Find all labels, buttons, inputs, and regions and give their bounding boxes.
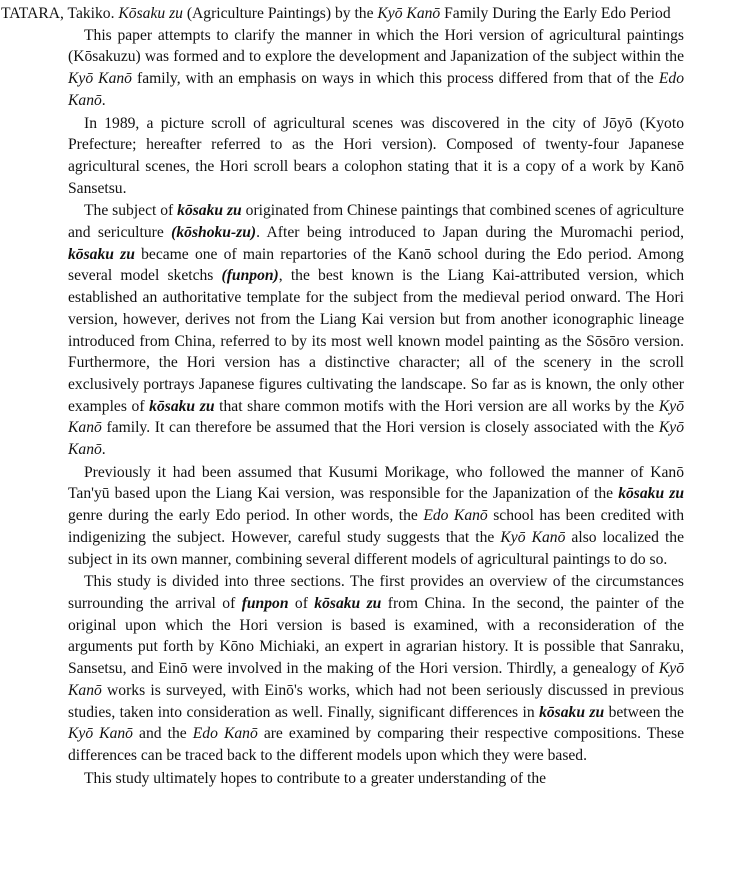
paragraph-4 (68, 462, 684, 571)
text-run: This study is divided into three sections. The first provides an overview of the circumstances surrounding the arrival of (68, 573, 684, 612)
title-term-kosaku-zu: Kōsaku zu (118, 5, 183, 22)
title-gloss: (Agriculture Paintings) by the (182, 5, 378, 22)
paragraph-3 (68, 200, 684, 460)
italic-term: Edo Kanō (68, 70, 684, 109)
author-name: TATARA, Takiko. (1, 5, 119, 22)
bold-term (618, 485, 684, 502)
abstract-body (68, 25, 684, 790)
article-title (1, 3, 750, 25)
italic-term: Kyō Kanō (68, 397, 684, 437)
text-run: family. It can therefore be assumed that the Hori version is closely associated with the (101, 419, 659, 437)
text-run: originated from Chinese paintings that combined scenes of agriculture and sericulture (68, 202, 684, 242)
bold-term (68, 246, 135, 263)
text-run: The subject of (84, 202, 178, 220)
text-run: also localized the subject in its own manner, combining several different models of agricultural paintings to do so. (68, 528, 684, 568)
text-run: that share common motifs with the Hori version are all works by the (214, 397, 659, 415)
italic-term: Kyō Kanō (500, 528, 566, 546)
text-run: Previously it had been assumed that Kusumi Morikage, who followed the manner of Kanō Tan'yū based upon the Liang Kai version, was responsible for the Japanization of the (68, 463, 684, 503)
emphasis-term: (funpon) (221, 267, 279, 285)
paragraph-6 (68, 768, 684, 790)
italic-term: Kyō Kanō (68, 70, 132, 88)
bold-term (539, 704, 604, 721)
italic-term: Kyō Kanō (68, 419, 684, 459)
text-run: This paper attempts to clarify the manner in which the Hori version of agricultural paintings (Kōsakuzu) was formed and to explore the development and Japanization of the subject within the (68, 26, 684, 66)
bold-term (242, 595, 289, 612)
text-run: school has been credited with indigenizing the subject. However, careful study suggests that the (68, 507, 684, 546)
text-run: . (101, 91, 106, 109)
emphasis-term: kōsaku zu (68, 245, 135, 263)
bold-term (171, 224, 256, 241)
emphasis-term: kōsaku zu (149, 397, 215, 415)
emphasis-term: funpon (241, 594, 289, 612)
italic-term: Edo Kanō (423, 507, 488, 525)
italic-term: Kyō Kanō (68, 725, 133, 743)
emphasis-term: (kōshoku-zu) (171, 224, 257, 242)
text-run: . After being introduced to Japan during the Muromachi period, (256, 224, 684, 242)
title-rest: Family During the Early Edo Period (440, 5, 671, 22)
title-term-kyo-kano: Kyō Kanō (377, 5, 441, 22)
bold-term (222, 267, 279, 284)
text-run: are examined by comparing their respective compositions. These differences can be traced back to the different models upon which they were based. (68, 725, 685, 764)
text-run: works is surveyed, with Einō's works, which had not been seriously discussed in previous studies, taken into consideration as well. Finally, significant differences in (68, 681, 684, 721)
text-run: and the (132, 725, 193, 743)
bold-term (177, 202, 242, 219)
emphasis-term: kōsaku zu (177, 202, 242, 220)
paragraph-2 (68, 113, 684, 200)
text-run: of (288, 594, 315, 612)
text-run: from China. In the second, the painter of the original upon which the Hori version is based is examined, with a reconsideration of the arguments put forth by Kōno Michiaki, an expert in agrarian history. It is possible that Sanraku, Sansetsu, and Einō were involved in the making of the Hori version. Thirdly, a genealogy of (68, 594, 684, 678)
emphasis-term: kōsaku zu (539, 703, 605, 721)
text-run: This study ultimately hopes to contribute to a greater understanding of the (84, 769, 547, 787)
emphasis-term: kōsaku zu (314, 594, 382, 612)
text-run: , the best known is the Liang Kai-attributed version, which established an authoritative template for the subject from the medieval period onward. The Hori version, however, derives not from the Liang Kai version but from another iconographic lineage introduced from China, referred to by its most well known model painting as the Sōsōro version. Furthermore, the Hori version has a distinctive character; all of the scenery in the scroll exclusively portrays Japanese figures cultivating the landscape. So far as is known, the only other examples of (68, 267, 684, 415)
text-run: between the (604, 703, 684, 721)
bold-term (314, 595, 381, 612)
text-run: family, with an emphasis on ways in which this process differed from that of the (131, 70, 659, 88)
paragraph-5 (68, 571, 684, 766)
text-run: became one of main repartories of the Kanō school during the Edo period. Among several model sketchs (68, 245, 684, 285)
emphasis-term: kōsaku zu (618, 485, 684, 503)
text-run: . (101, 441, 106, 459)
paragraph-1 (68, 25, 684, 112)
text-run: genre during the early Edo period. In other words, the (68, 507, 424, 525)
italic-term: Edo Kanō (192, 725, 258, 743)
text-run: In 1989, a picture scroll of agricultural scenes was discovered in the city of Jōyō (Kyoto Prefecture; hereafter referred to as the Hori version). Composed of twenty-four Japanese agricultural scenes, the Hori scroll bears a colophon stating that it is a copy of a work by Kanō Sansetsu. (68, 114, 684, 197)
bold-term (149, 398, 214, 415)
italic-term: Kyō Kanō (68, 660, 684, 699)
